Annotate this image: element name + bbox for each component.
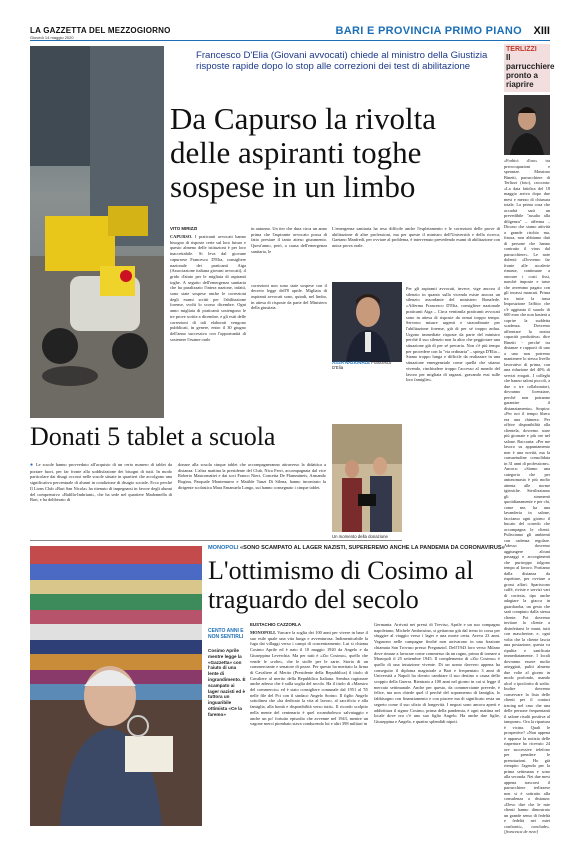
header-rule <box>30 40 550 41</box>
tablet-col2-text: donare alla scuola cinque tablet che accompagneranno attraverso la didattica a distanza. L'altra mattina la presidente del Club, Nica Ferri, accompagnata dal vice Roberto Mastromattei e dai soci Franco Nieri, Concetta De Flammineis, Armando Rogina, Pasquale Montemurro e Matilde Tanzi Di Silena, hanno incontrato la dirigente scolastica Mara Emanuela Longo, sui hanno consegnato i cinque tablet. <box>178 462 326 490</box>
scooter-photo <box>30 46 164 418</box>
tablet-col2 <box>178 462 326 532</box>
donation-photo <box>332 424 402 532</box>
page-number: XIII <box>533 25 550 37</box>
main-col3b <box>406 286 500 522</box>
sidebar-location: TERLIZZI <box>506 46 537 53</box>
cosimo-col2 <box>374 622 500 830</box>
section-divider <box>30 540 402 541</box>
masthead-bar <box>30 26 550 38</box>
hairdresser-photo <box>504 95 550 155</box>
section-title: BARI E PROVINCIA PRIMO PIANO <box>335 25 522 37</box>
sidebar-text: «Forbici d'oro» tra preoccupazioni e speranze. Massimo Binetti, parrucchiere di Terlizzi (foto), racconta: «La data fatidica del 18 maggio arriva dopo due mesi e mezzo di chiusura totale. La prima cosa che accadrà sarà un prevedibile "assalto alla diligenza" – afferma – Dicono che siamo attività a grande rischio ma, finora, non abbiamo dati di persone che hanno contratto il virus dal parrucchiere». Le note dolenti: «Dovremo far fronte alle accalerie rimaste, continuare a onorare i costi fissi, nonché imposte e tasse che avremmo pagato con gli incassi mancati. Prima tra tutte la tassa Imposizione l'affitto che c'è aggiunta il suaolo di 600 euro che non basterà a coprire la suddetta scadenza. Dovremo affrontare la nostra capacità produttiva» dice Binetti - perché tra distanze e rapporti di uno a uno non potremo mantenere lo stesso livello lavorativo di prima, con una riduzione del 40% di servizi erogati. I colleghi che hanno saloni piccoli, a due o tre collaboratori, dovranno licenziare, perché non potranno garantire il distanziamento». Sospira: «Per noi il tempo libero era una chimera. Per offrire disponibilità alla clientela, dovremo stare più giornate e più ore nel salone. Racconta: «Per me lavoro su appuntamento non è una novità, ma la consuetudine consolidata in 31 anni di professione». Ancora: «Siamo una categoria che per antonomasia è più molto attenta alle norme igieniche. Sterilizziamo gli strumenti quotidianamente e per chi, come me, ha una lavanderia in salone, facciamo ogni giorno il bucato del corredo che accompagna le clienti. Pulisciamo gli ambienti con cadenza regolare. Adesso dovremo aggiungere alcuni passaggi e accorgimenti che purtroppo tolgono tempo al lavoro. Portiamo dalla distanza da rispettare, per ovviare a grossi affari. Spariscono caffè, riviste e servizi vari di cortesia, tipo anche adagiare la giacca in guardaroba, un gesto che sarà compiuto dalla stessa cliente. Poi dovremo invitare la cliente a disinfettarsi le mani, tutti con mascherine, e, ogni volta che la cliente lascia una postazione, questa va ripulita e sanificata immediatamente. I locali dovranno essere molto arieggiati, puliti almeno due volte al giorno in modo profondo, usando alcol o ipoclorito di sodio. Inoltre dovremo conservare la lista delle clienti per il contact tracing nel caso che una delle persone frequentanti il salone risulti positiva al tampone». Ora la ripartura è vicina. Quali le prospettive? «Non appena è apparsa la notizia delle riaperture ho ricevuto 24 ore successive telefono per prendere le prenotazioni. Ho già riempito l'agenda per la prima settimana e sono alla seconda. Nei due mesi appena trascorsi il parrucchiere terlizzese non si è sottratto alla consulenza a distanza: «Devo dire che le mie clienti hanno dimostrato un grande senso di fedeltà e fedeltà nei miei confronti», conclude». <box>504 158 550 829</box>
donation-caption: Un momento della donazione <box>332 534 388 539</box>
cosimo-dateline: MONOPOLI. <box>250 630 276 635</box>
fabric-shop-illustration <box>30 546 202 826</box>
cosimo-photo <box>30 546 202 826</box>
cosimo-headline: L'ottimismo di Cosimo al traguardo del secolo <box>208 556 474 614</box>
main-col3 <box>332 226 500 286</box>
cosimo-quote: «SONO SCAMPATO AL LAGER NAZISTI, SUPEREREMO ANCHE LA PANDEMIA DA CORONAVIRUS» <box>240 545 505 551</box>
photo-caption-tag: ASSA NAZIONALE <box>332 360 371 365</box>
bullet-icon: ● <box>30 463 34 468</box>
cosimo-byline: EUSTACHIO CAZZORLA <box>250 622 301 627</box>
cosimo-tag: MONOPOLI <box>208 545 239 551</box>
hairdresser-illustration <box>504 95 550 155</box>
sidebar-signature: [francesca de ruvo] <box>504 829 539 834</box>
cosimo-quote-line <box>208 545 508 551</box>
cosimo-col2-text: Germania. Arrivati nei pressi di Treviso, Aprile e un suo compagno napoletano, Michele Ambrosino, si gettarono giù dal treno in corsa per sfuggire al viaggio verso i lager e una morte certa. Aveva 23 anni. Vagarono nelle campagne finché non arrivarono in una frazione chiamata San Trovaso presso Preganziol. Dell'1943 loro verso Milano dove rimase a lavorare come commesso da un ragno, prima di tornare a Monopoli il 25 settembre 1945. Il complemento di «Zio Cosimo» è quello di una intuizione vivente. Di un uomo davvero appena ha conseguito il diploma magistrale a Bari e frequentato 3 anni di Università a Napoli ha dovuto cambiare il suo destino a causa dello scoppio della Guerra. Rientrato a 100 anni nel giorno in cui si legge il mercato settimanale. Anche per questo, da commerciante prevede, è felice, ma non chiede quel il perché del sopramenso di famiglia, lo fabbisogno con finanziamento e con piacere ma di significato resta un segreto come il suo sfizio di longevità. I negozi sono ancora aperti e addirittura il signor Cosimo, prima della pandemia, è ogni mattina nel locale dove ora c'è uno suo figlio Angelo. Ha anche due figlie, Giuseppina e Angela, e quattro splendidi nipoti. <box>374 622 500 724</box>
sidebar-header <box>504 44 555 92</box>
sidebar-headline: Il parrucchiere pronto a riaprire <box>506 53 555 89</box>
main-kicker: Francesco D'Elia (Giovani avvocati) chiede al ministro della Giustizia risposte rapide dopo lo stop alle correzioni dei test di abilitazione <box>196 50 488 73</box>
right-sidebar <box>504 44 555 834</box>
cosimo-sidebar-title: CENTO ANNI E NON SENTIRLI <box>208 628 244 640</box>
portrait-illustration <box>332 282 402 362</box>
main-col2 <box>251 226 327 424</box>
delia-photo <box>332 282 402 362</box>
main-headline: Da Capurso la rivolta delle aspiranti toghe sospese in un limbo <box>170 101 437 204</box>
main-col1 <box>170 234 246 424</box>
tablet-headline: Donati 5 tablet a scuola <box>30 422 276 451</box>
tablet-col1-text: Le scuole hanno provveduto all'acquisto di un certo numero di tablet da portare fuori, per far fronte alla soddisfazione dei bisogni di tutti. In modo particolare dai disagi occorsi nelle scuole situate in quartieri che accolgono una significativa percentuale di alunni in condizione di disagio sociale. Ecco perché Il Lions Club «Bari San Nicola» ha ritenuto di impegnarsi in favore degli alunni del comprensivo «Balilla-Imbriani», che ha sede nel quartiere Madonnella di Bari, e ha deliberato di <box>30 462 172 503</box>
sidebar-body <box>504 158 550 841</box>
tablet-col1 <box>30 462 172 532</box>
byline: VITO MIRIZZI <box>170 226 198 231</box>
cosimo-sidebar-text: Cosimo Aprile mentre legge la «Gazzetta» con l'aiuto di una lente di ingrandimento. È scampato ai lager nazisti ed è tuttora un inguaribile ottimista «Ce la faremo» <box>208 648 246 717</box>
main-col1-text: I praticanti avvocati hanno bisogno di risposte certe sul loro futuro e questo almeno delle istituzioni è per loro inaccettabile. Si leva dal giovane capursese Francesco D'Elia, consigliere nazionale dei praticanti Aiga (Associazione italiana giovani avvocati), il grido d'aiuto per le migliaia di aspiranti toghe. A seguito dell'emergenza sanitaria che ha paralizzato l'intera nazione, infatti, sono state sospese anche le correzioni degli esami scritti per l'abilitazione forense, svolti lo scorso dicembre. Ogni anno migliaia di praticanti sostengono le tre prove scritte a dicembre, e gli esiti delle correzioni di tali elaborati vengono pubblicati, in genere, entro il 30 giugno dell'anno successivo con l'opportunità di sostenere l'esame orale <box>170 234 246 342</box>
main-col2b-text: correzioni non sono state sospese con il decreto legge dell'8 aprile. Migliaia di aspiranti avvocati sono, quindi, nel limbo, in attesa di risposte da parte del Ministero della giustizia. <box>251 282 327 311</box>
photo-caption-name: Francesco D'Elia <box>332 360 392 370</box>
dateline: CAPURSO. <box>170 234 193 239</box>
issue-date: Giovedì 14 maggio 2020 <box>30 35 74 40</box>
photo-caption <box>332 360 402 370</box>
cosimo-col1 <box>250 630 368 830</box>
scooter-illustration <box>30 46 164 418</box>
donation-illustration <box>332 424 402 532</box>
main-col2-text: in autunno. Un iter che dura circa un anno prima che l'aspirante avvocato possa di fatto prestare il tanto atteso giuramento. Quest'anno, però, a causa dell'emergenza sanitaria, le <box>251 226 327 254</box>
main-col3b-text: Per gli aspiranti avvocati, invece, vige ancora il silenzio in quanto sulla vicenda esiste ancora un silenzio assordante del ministero Bonafede. «Afferma Francesco D'Elia, consigliere nazionale praticanti Aiga – Circa ventimila praticanti avvocati sono in attesa di risposte da ormai troppo tempo. Servono misure urgenti e straordinarie per l'abilitazione forense, già di per sé troppo ardua. Urgono immediate risposte da parte del ministro perché il suo silenzio non fa altro che peggiorare una situazione già di per sé precaria. Non c'è più tempo per procedere con la "via ordinaria" – spiega D'Elia – Siamo troppo lunga e difficile da realizzare in una situazione emergenziale come quella che stiamo vivendo, rinchiudere troppo l'accesso al mondo del lavoro per migliaia di ragazzi, gravando essi sulle loro famiglie». <box>406 286 500 383</box>
main-col3-text: L'emergenza sanitaria ha reso difficile anche l'espletamento e le correzioni delle prove di abilitazione di altre professioni, ma per queste il ministro dell'Università e della ricerca, Gaetano Manfredi, per ovviare al problema, è intervenuto prevedendo esami di abilitazione con unica prova orale. <box>332 226 500 249</box>
masthead: LA GAZZETTA DEL MEZZOGIORNO <box>30 26 171 35</box>
cosimo-col1-text: Varcare la soglia dei 100 anni per vivere in base il suo esile quale una vita lunga e avventurosa. Indimenticabile la fuga dai villaggi verso i campi di concentramento. Lui si chiama Cosimo Aprile ed è nato il 10 maggio 1920 da Angelo e da Giuseppina Leverchia. Ma per tutti è «Zio Cosimo», quello che vende le «robe», che le stoffe per le sarte. Storia di un commerciante e senatore di pezze. Per questo ha meritato la firma di Cavaliere al Merito (Presidente della Repubblica) il titolo di Cavaliere al merito della Repubblica Italiana. Sembra ragionare anche adesso che è sulla soglia del secolo. Ha il titolo di «Maestro del commercio» ed è stato consigliere comunale dal 1951 al '55 nelle file del Pci con il sindaco Angelo Sorino. Il figlio Angelo sottolinea che «ha dedicato la vita al lavoro, al sacrificio e alla famiglia, alla bontà e disponibilità verso tutti». Il ricordo scolpito nella mente del centenario è quel rocambolesco salvataggio e anche un po' fortuito episodio che avvenne nel 1943, mentre un vagone merci piombato stava conducendo lui e altri 398 militari in <box>250 630 368 727</box>
